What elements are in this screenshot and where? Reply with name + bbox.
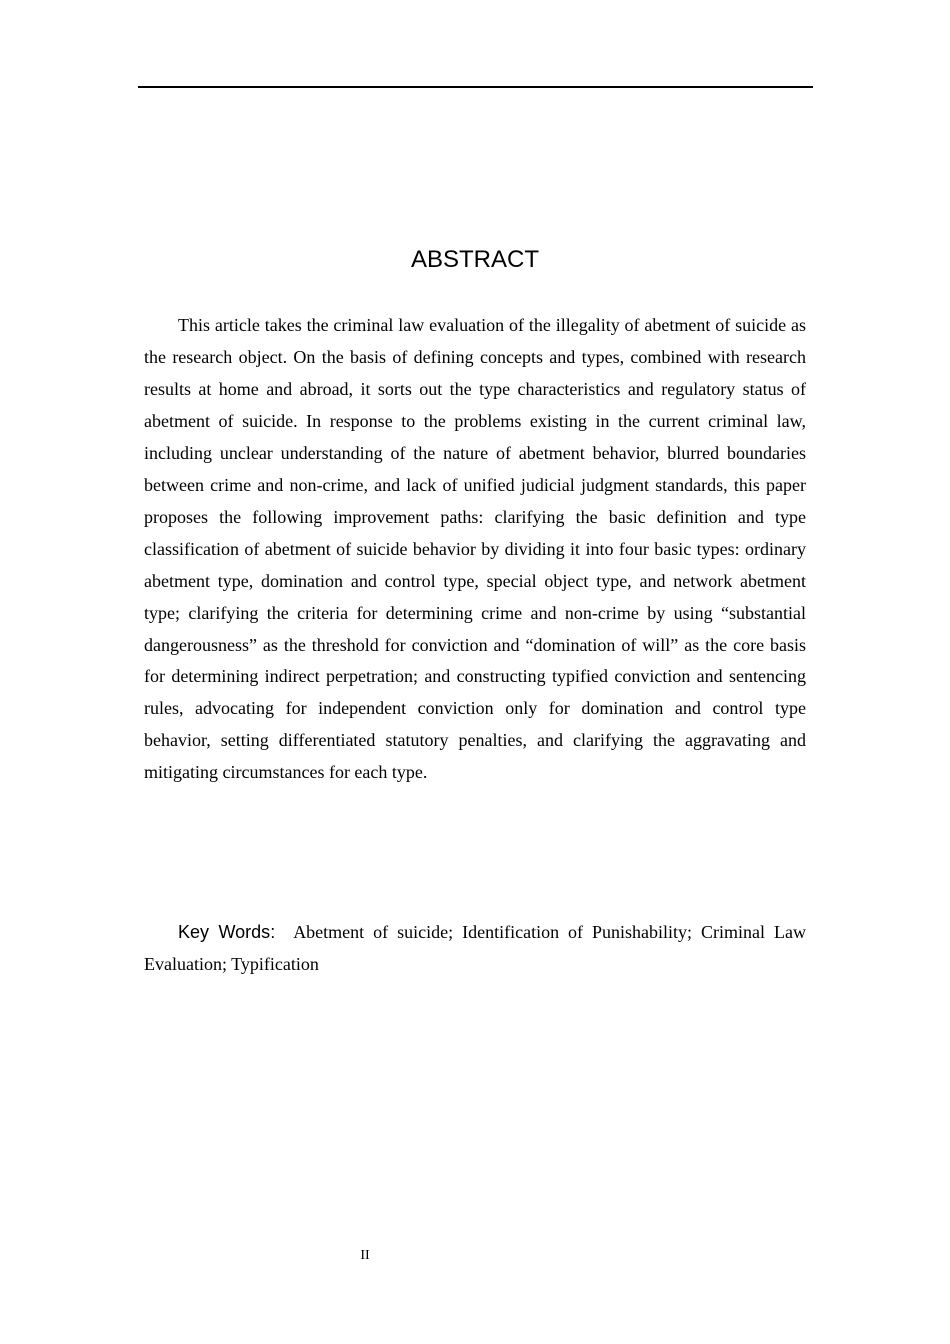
abstract-title: ABSTRACT	[410, 246, 539, 273]
keywords-text: Abetment of suicide; Identification of Punishability; Criminal Law Evaluation; Typification	[144, 922, 807, 974]
keywords-separator: :	[270, 922, 276, 942]
page-number: II	[360, 1248, 370, 1263]
header-rule	[138, 86, 813, 88]
keywords-paragraph	[144, 916, 806, 980]
abstract-body: This article takes the criminal law evaluation of the illegality of abetment of suicide as the research object. On the basis of defining concepts and types, combined with research results at home and abroad, it sorts out the type characteristics and regulatory status of abetment of suicide. In response to the problems existing in the current criminal law, including unclear understanding of the nature of abetment behavior, blurred boundaries between crime and non-crime, and lack of unified judicial judgment standards, this paper proposes the following improvement paths: clarifying the basic definition and type classification of abetment of suicide behavior by dividing it into four basic types: ordinary abetment type, domination and control type, special object type, and network abetment type; clarifying the criteria for determining crime and non-crime by using “substantial dangerousness” as the threshold for conviction and “domination of will” as the core basis for determining indirect perpetration; and constructing typified conviction and sentencing rules, advocating for independent conviction only for domination and control type behavior, setting differentiated statutory penalties, and clarifying the aggravating and mitigating circumstances for each type.	[144, 315, 806, 783]
keywords-label: Key Words	[178, 922, 271, 942]
